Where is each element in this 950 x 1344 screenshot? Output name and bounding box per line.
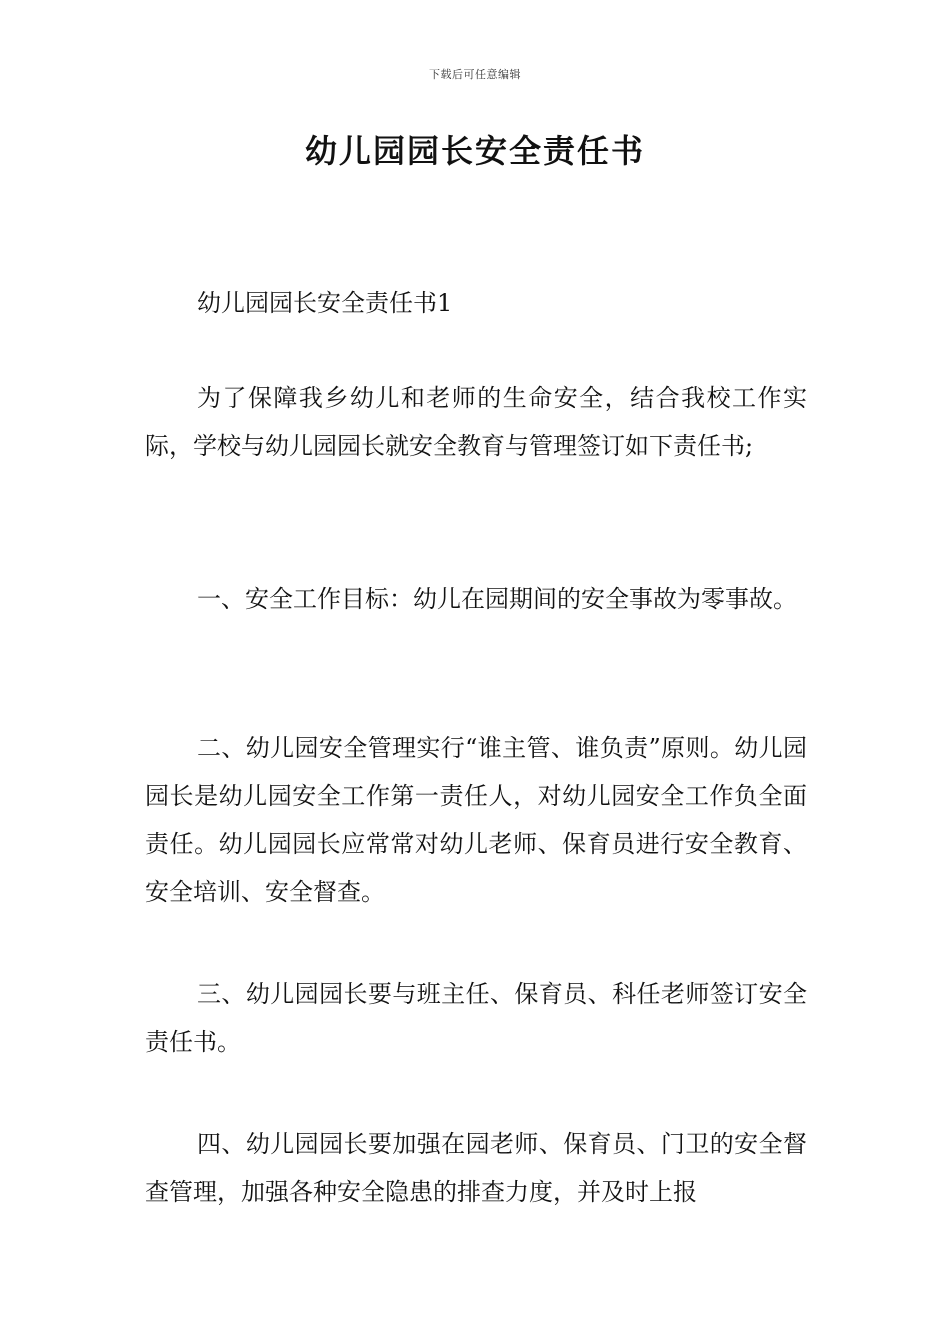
paragraph-item-1: 一、安全工作目标：幼儿在园期间的安全事故为零事故。 — [197, 585, 797, 613]
section-heading: 幼儿园园长安全责任书1 — [197, 289, 453, 317]
paragraph-item-2: 二、幼儿园安全管理实行“谁主管、谁负责”原则。幼儿园园长是幼儿园安全工作第一责任人，对幼儿园安全工作负全面责任。幼儿园园长应常常对幼儿老师、保育员进行安全教育、安全培训、安全督查。 — [145, 734, 807, 906]
document-title: 幼儿园园长安全责任书 — [304, 132, 645, 170]
header-note: 下载后可任意编辑 — [429, 68, 521, 81]
paragraph-intro: 为了保障我乡幼儿和老师的生命安全，结合我校工作实际，学校与幼儿园园长就安全教育与管理签订如下责任书; — [145, 384, 807, 460]
paragraph-item-4: 四、幼儿园园长要加强在园老师、保育员、门卫的安全督查管理，加强各种安全隐患的排查力度，并及时上报 — [145, 1130, 807, 1206]
paragraph-item-3: 三、幼儿园园长要与班主任、保育员、科任老师签订安全责任书。 — [145, 980, 807, 1056]
